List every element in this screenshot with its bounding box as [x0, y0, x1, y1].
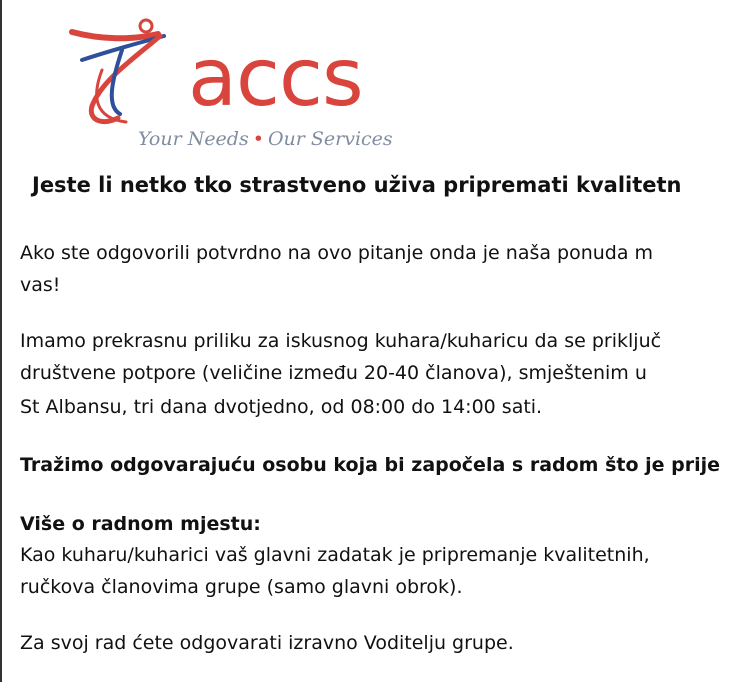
paragraph-3-bold: Tražimo odgovarajuću osobu koja bi započela s radom što je prije — [20, 454, 721, 476]
paragraph-2-line-2: društvene potpore (veličine između 20-40 članova), smještenim u — [20, 362, 647, 384]
paragraph-4-line-1: Kao kuharu/kuharici vaš glavni zadatak je pripremanje kvalitetnih, — [20, 544, 650, 566]
tagline-right: Our Services — [267, 128, 393, 150]
section-title: Više o radnom mjestu: — [20, 513, 261, 535]
paragraph-1-line-1: Ako ste odgovorili potvrdno na ovo pitanje onda je naša ponuda m — [20, 242, 654, 264]
tagline-left: Your Needs — [138, 128, 249, 150]
paragraph-2-line-3: St Albansu, tri dana dvotjedno, od 08:00 do 14:00 sati. — [20, 396, 543, 418]
logo-wordmark: accs — [188, 31, 363, 124]
paragraph-1-line-2: vas! — [20, 274, 61, 296]
document-heading: Jeste li netko tko strastveno uživa pripremati kvalitetn — [32, 173, 682, 197]
logo-tagline — [138, 128, 393, 150]
paragraph-5: Za svoj rad ćete odgovarati izravno Voditelju grupe. — [20, 632, 514, 654]
paragraph-2-line-1: Imamo prekrasnu priliku za iskusnog kuhara/kuharicu da se priključ — [20, 330, 662, 352]
accs-logo — [62, 10, 422, 158]
tagline-dot: • — [252, 128, 264, 150]
paragraph-4-line-2: ručkova članovima grupe (samo glavni obrok). — [20, 576, 463, 598]
